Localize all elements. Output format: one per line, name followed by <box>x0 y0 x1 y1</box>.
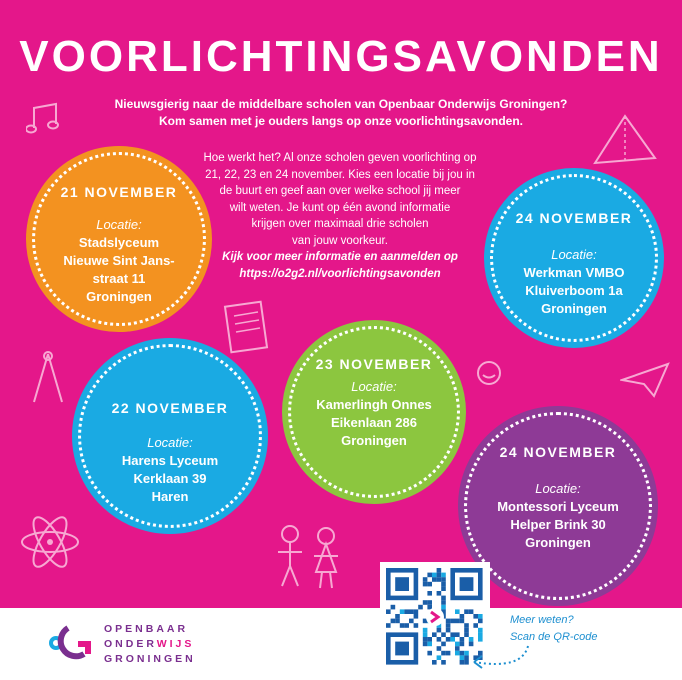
qr-note <box>510 612 597 646</box>
event-circle-22-november <box>72 338 268 534</box>
location-line: Groningen <box>86 289 152 304</box>
event-location <box>494 246 654 318</box>
event-date: 24 NOVEMBER <box>515 210 633 226</box>
info-line: van jouw voorkeur. <box>292 234 388 247</box>
info-line: krijgen over maximaal drie scholen <box>251 218 429 230</box>
kids-drawing-icon <box>268 522 348 594</box>
event-date: 22 NOVEMBER <box>111 400 229 416</box>
intro-text <box>110 96 572 130</box>
page-title: VOORLICHTINGSAVONDEN <box>19 32 663 81</box>
intro-line: Kom samen met je ouders langs op onze voorlichtingsavonden. <box>158 114 524 128</box>
atom-icon <box>18 510 82 574</box>
event-circle-23-november <box>282 320 466 504</box>
logo-line: OPENBAAR <box>104 623 189 635</box>
qr-note-line: Scan de QR-code <box>510 631 598 643</box>
location-line: Helper Brink 30 <box>510 517 606 532</box>
event-date: 23 NOVEMBER <box>315 356 433 372</box>
logo-line: ONDER <box>104 638 157 650</box>
location-label: Locatie: <box>147 435 193 450</box>
location-label: Locatie: <box>551 247 597 262</box>
event-circle-21-november <box>26 146 212 332</box>
event-location <box>292 378 456 450</box>
location-line: straat 11 <box>92 271 146 286</box>
event-location <box>82 434 258 506</box>
location-line: Eikenlaan 286 <box>331 415 417 430</box>
location-line: Stadslyceum <box>78 235 160 250</box>
event-date: 21 NOVEMBER <box>60 184 178 200</box>
location-line: Nieuwe Sint Jans- <box>63 253 175 268</box>
location-line: Kamerlingh Onnes <box>316 397 432 412</box>
notebook-icon <box>222 300 272 355</box>
event-circle-24-november-werkman <box>484 168 664 348</box>
info-line: de buurt en geef aan over welke school jij meer <box>219 185 461 197</box>
event-location <box>468 480 648 552</box>
logo-text <box>104 622 196 667</box>
location-line: Kerklaan 39 <box>133 471 207 486</box>
event-date: 24 NOVEMBER <box>499 444 617 460</box>
music-note-icon <box>26 98 66 138</box>
location-line: Haren <box>151 489 189 504</box>
location-line: Groningen <box>341 433 407 448</box>
og-logo-icon <box>44 620 100 666</box>
location-label: Locatie: <box>535 481 581 496</box>
compass-icon <box>28 350 68 406</box>
location-label: Locatie: <box>351 379 397 394</box>
info-more-text: Kijk voor meer informatie en aanmelden op <box>222 251 458 263</box>
logo-line: WIJS <box>156 638 195 650</box>
location-label: Locatie: <box>96 217 142 232</box>
location-line: Kluiverboom 1a <box>525 283 623 298</box>
location-line: Groningen <box>541 301 607 316</box>
paper-plane-icon <box>620 360 670 400</box>
info-line: wilt weten. Je kunt op één avond informatie <box>229 201 451 214</box>
location-line: Groningen <box>525 535 591 550</box>
info-text <box>190 150 490 282</box>
event-location <box>36 216 202 306</box>
intro-line: Nieuwsgierig naar de middelbare scholen van Openbaar Onderwijs Groningen? <box>114 97 568 111</box>
qr-note-line: Meer weten? <box>510 614 574 626</box>
smiley-icon <box>476 360 502 386</box>
location-line: Werkman VMBO <box>523 265 625 280</box>
info-line: 21, 22, 23 en 24 november. Kies een locatie bij jou in <box>205 168 475 181</box>
geometry-triangle-icon <box>590 108 660 168</box>
info-line: Hoe werkt het? Al onze scholen geven voorlichting op <box>203 152 477 164</box>
location-line: Harens Lyceum <box>121 453 219 468</box>
info-url-link[interactable]: https://o2g2.nl/voorlichtingsavonden <box>239 267 441 280</box>
logo-line: GRONINGEN <box>104 653 196 665</box>
location-line: Montessori Lyceum <box>497 499 619 514</box>
